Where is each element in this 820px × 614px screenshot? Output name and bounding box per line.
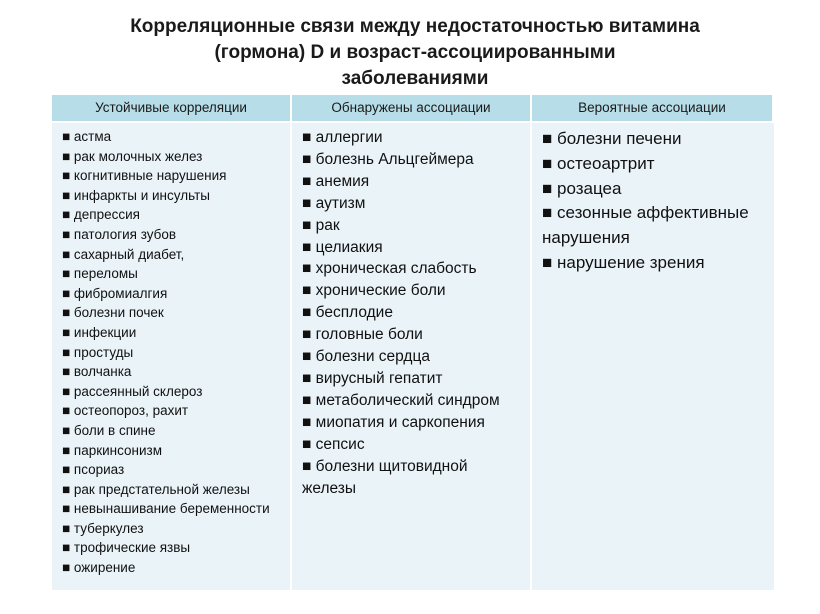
list-item: ■ псориаз <box>62 462 125 478</box>
title-line-2: (гормона) D и возраст-ассоциированными <box>214 42 616 63</box>
list-item: ■ аутизм <box>302 194 366 212</box>
header-found-associations: Обнаружены ассоциации <box>292 95 532 121</box>
list-item: ■ переломы <box>62 266 138 282</box>
list-item: ■ волчанка <box>62 364 132 380</box>
list-item: ■ фибромиалгия <box>62 285 168 301</box>
list-item: ■ хронические боли <box>302 282 446 300</box>
list-item: ■ рак <box>302 216 340 234</box>
list-item: ■ метаболический синдром <box>302 391 500 409</box>
list-item: ■ астма <box>62 129 112 144</box>
header-probable-associations: Вероятные ассоциации <box>532 95 774 121</box>
list-item: ■ депрессия <box>62 207 140 223</box>
associations-table <box>52 95 774 590</box>
list-item: ■ болезни сердца <box>302 348 430 366</box>
list-item: ■ анемия <box>302 172 370 190</box>
column-probable-associations <box>532 121 774 590</box>
list-item: ■ аллергии <box>302 129 383 146</box>
list-item: ■ болезнь Альцгеймера <box>302 150 474 168</box>
list-item: ■ рак предстательной железы <box>62 481 250 497</box>
title-line-3: заболеваниями <box>341 68 489 89</box>
header-stable-correlations: Устойчивые корреляции <box>52 95 292 121</box>
list-item: ■ нарушение зрения <box>542 252 705 272</box>
list-item: ■ миопатия и саркопения <box>302 413 485 431</box>
list-item: ■ целиакия <box>302 238 383 256</box>
list-item: ■ паркинсонизм <box>62 442 163 458</box>
list-item: ■ болезни печени <box>542 129 682 148</box>
list-item: ■ хроническая слабость <box>302 260 477 278</box>
list-item: ■ рассеянный склероз <box>62 383 203 399</box>
list-item: ■ вирусный гепатит <box>302 369 443 387</box>
list-item: ■ инфаркты и инсульты <box>62 187 210 203</box>
list-item: ■ сезонные аффективные нарушения <box>542 203 749 248</box>
list-item: ■ рак молочных желез <box>62 148 203 164</box>
list-item: ■ головные боли <box>302 326 423 344</box>
list-item: ■ когнитивные нарушения <box>62 168 227 184</box>
list-item: ■ простуды <box>62 344 134 360</box>
list-item: ■ инфекции <box>62 324 137 340</box>
list-item: ■ ожирение <box>62 560 136 576</box>
list-item: ■ патология зубов <box>62 226 177 242</box>
list-item: ■ трофические язвы <box>62 540 191 556</box>
list-item: ■ сахарный диабет, <box>62 246 185 262</box>
list-item: ■ болезни почек <box>62 305 164 321</box>
list-item: ■ туберкулез <box>62 520 144 536</box>
list-item: ■ сепсис <box>302 435 365 453</box>
list-item: ■ невынашивание беременности <box>62 501 270 517</box>
title-line-1: Корреляционные связи между недостаточностью витамина <box>130 16 700 37</box>
list-item: ■ болезни щитовидной железы <box>302 457 468 497</box>
column-found-associations <box>292 121 532 590</box>
list-item: ■ остеопороз, рахит <box>62 403 189 419</box>
list-item: ■ бесплодие <box>302 304 393 322</box>
list-item: ■ боли в спине <box>62 422 156 438</box>
list-item: ■ розацеа <box>542 178 622 198</box>
list-item: ■ остеоартрит <box>542 153 655 173</box>
page-title <box>40 14 790 92</box>
column-stable-correlations <box>52 121 292 590</box>
